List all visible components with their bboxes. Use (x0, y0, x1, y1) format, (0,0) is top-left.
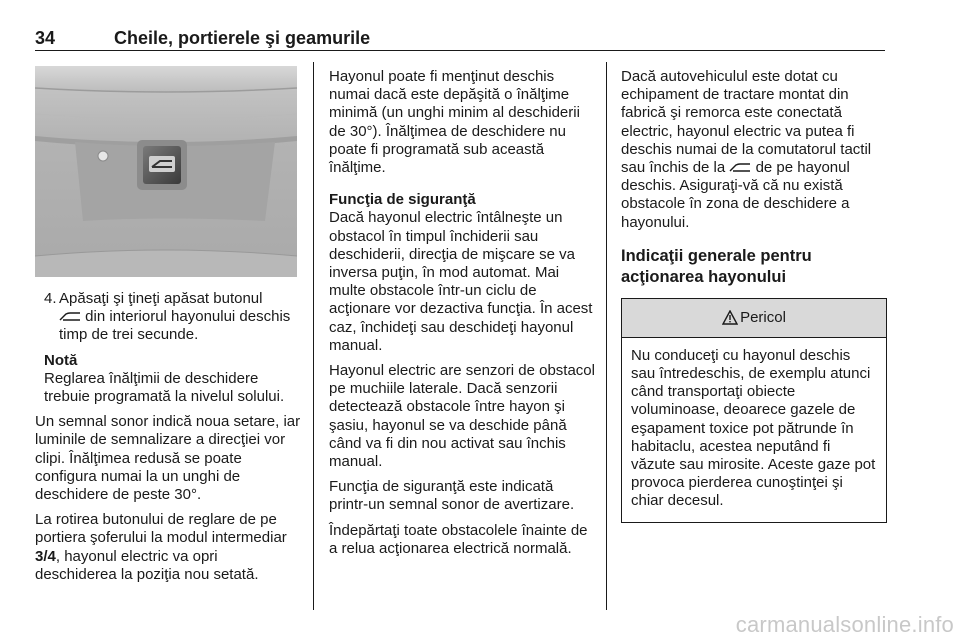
column-divider-2 (606, 62, 607, 610)
column-2 (329, 68, 595, 565)
paragraph: Hayonul poate fi menţinut deschis numai dacă este depăşită o înălţime minimă (un unghi minim al deschiderii de 30°). Înălţimea de deschidere nu poate fi programată sub această înălţime. (329, 68, 580, 177)
watermark: carmanualsonline.info (735, 612, 954, 637)
warning-triangle-icon (722, 310, 738, 325)
page-header (35, 28, 885, 50)
step-text-a: Apăsaţi şi ţineţi apăsat butonul (59, 290, 263, 307)
tailgate-icon (59, 312, 81, 322)
paragraph: Dacă hayonul electric întâlneşte un obstacol în timpul închiderii sau deschiderii, direcţia de mişcare se va inversa puţin, în mod automat. Mai multe obstacole într-un ciclu de acţionare vor dezactiva funcţia. În acest caz, închideţi sau deschideţi hayonul manual. (329, 209, 593, 354)
step-number: 4. (44, 290, 57, 307)
header-rule (35, 50, 885, 51)
paragraph: Îndepărtaţi toate obstacolele înainte de a relua acţionarea electrică normală. (329, 521, 588, 557)
text-run: Dacă autovehiculul este dotat cu echipament de tractare montat din fabrică şi remorca este conectată electric, hayonul electric va putea fi deschis numai de la comutatorul tactil sau închis de la (621, 68, 872, 177)
tailgate-icon (729, 163, 751, 173)
note-title: Notă (44, 351, 78, 369)
note-text: Reglarea înălţimii de deschidere trebuie programată la nivelul solului. (44, 369, 285, 406)
warning-box (621, 298, 887, 523)
warning-body: Nu conduceţi cu hayonul deschis sau întredeschis, de exemplu atunci când transportaţi obiecte voluminoase, deoarece gazele de eşapament toxice pot pătrunde în habitaclu, acestea neputând fi văzute sau mirosite. Aceste gaze pot provoca pierderea cunoştinţei şi chiar decesul. (631, 346, 876, 510)
running-title: Cheile, portierele şi geamurile (114, 28, 371, 48)
text-run: La rotirea butonului de reglare de pe portiera şoferului la modul intermediar (35, 511, 287, 547)
tailgate-button-photo (35, 66, 297, 277)
step-text-b: din interiorul hayonului deschis timp de trei secunde. (59, 308, 291, 344)
mode-value: 3/4 (35, 547, 56, 565)
text-run: de pe hayonul deschis. Asiguraţi-vă că nu există obstacole în zona de deschidere a hayonului. (621, 159, 850, 231)
step-4 (35, 290, 303, 345)
paragraph: Funcţia de siguranţă este indicată printr-un semnal sonor de avertizare. (329, 478, 575, 514)
paragraph (621, 68, 887, 232)
paragraph: Un semnal sonor indică noua setare, iar luminile de semnalizare a direcţiei vor clipi. Înălţimea redusă se poate configura numai la un unghi de deschidere de peste 30°. (35, 413, 301, 504)
warning-title: Pericol (740, 308, 786, 326)
section-heading: Indicaţii generale pentru acţionarea hayonului (621, 246, 812, 286)
paragraph: Hayonul electric are senzori de obstacol pe muchiile laterale. Dacă senzorii detectează obstacole între hayon şi şasiu, hayonul se va deschide până când va fi din nou activat sau închis manual. (329, 362, 595, 471)
column-divider-1 (313, 62, 314, 610)
page-number: 34 (35, 28, 56, 48)
note-block (35, 352, 303, 407)
section-heading: Funcţia de siguranţă (329, 191, 476, 209)
column-3 (621, 68, 887, 523)
paragraph (35, 511, 303, 584)
text-run: , hayonul electric va opri deschiderea la poziţia nou setată. (35, 547, 259, 583)
warning-header (622, 299, 886, 338)
column-1 (35, 290, 303, 591)
